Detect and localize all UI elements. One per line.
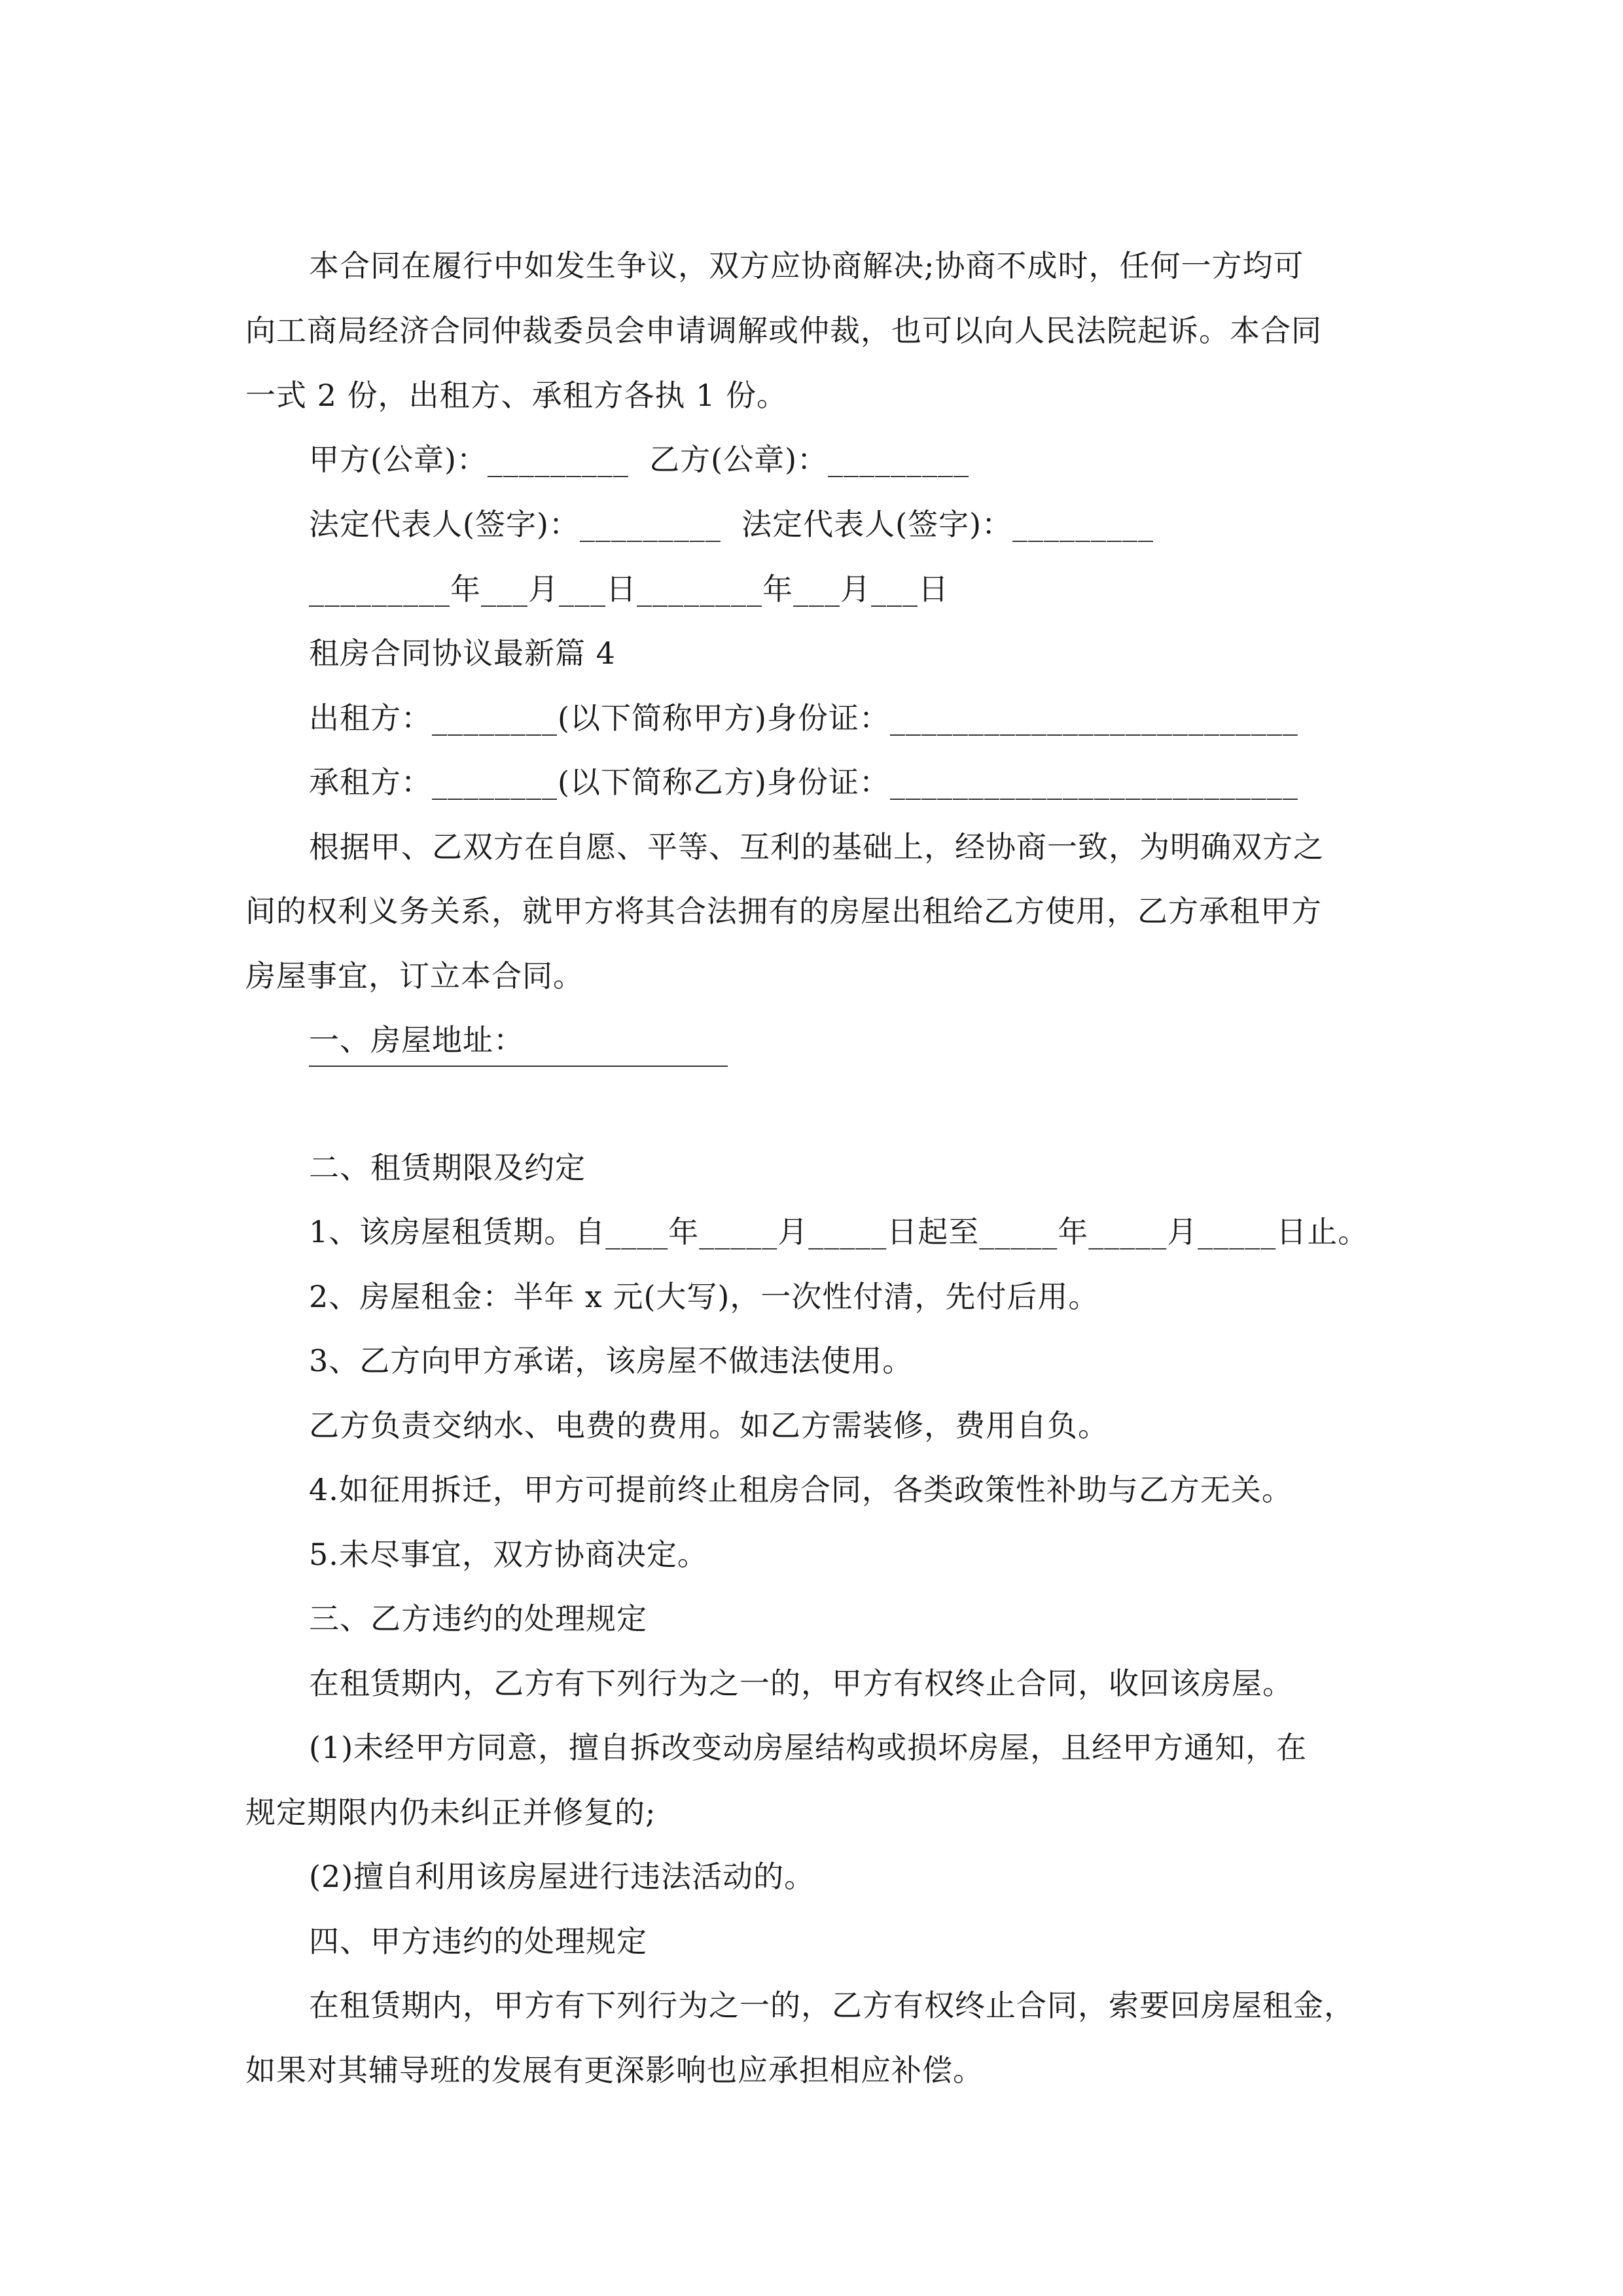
section-title: 租房合同协议最新篇 4 [309,636,616,671]
lessee-breach-item-1-line-1: (1)未经甲方同意，擅自拆改变动房屋结构或损坏房屋，且经甲方通知，在 [309,1730,1308,1765]
paragraph-dispute-line-2: 向工商局经济合同仲裁委员会申请调解或仲裁，也可以向人民法院起诉。本合同 [245,313,1322,348]
lessee-breach-item-2: (2)擅自利用该房屋进行违法活动的。 [309,1859,815,1894]
term-utilities: 乙方负责交纳水、电费的费用。如乙方需装修，费用自负。 [309,1408,1109,1443]
term-item-2: 2、房屋租金：半年 x 元(大写)，一次性付清，先付后用。 [309,1279,1099,1314]
paragraph-dispute-line-1: 本合同在履行中如发生争议，双方应协商解决;协商不成时，任何一方均可 [309,248,1304,283]
term-item-5: 5.未尽事宜，双方协商决定。 [309,1537,708,1572]
paragraph-basis-line-3: 房屋事宜，订立本合同。 [245,958,584,994]
term-item-3: 3、乙方向甲方承诺，该房屋不做违法使用。 [309,1343,914,1378]
lessee-breach-intro: 在租赁期内，乙方有下列行为之一的，甲方有权终止合同，收回该房屋。 [309,1666,1293,1701]
lessee-breach-item-1-line-2: 规定期限内仍未纠正并修复的; [245,1795,656,1830]
heading-lessor-breach: 四、甲方违约的处理规定 [309,1924,647,1959]
term-item-4: 4.如征用拆迁，甲方可提前终止租房合同，各类政策性补助与乙方无关。 [309,1472,1293,1507]
heading-term: 二、租赁期限及约定 [309,1150,586,1185]
lessor-breach-line-1: 在租赁期内，甲方有下列行为之一的，乙方有权终止合同，索要回房屋租金， [309,1988,1355,2023]
term-item-1: 1、该房屋租赁期。自____年_____月_____日起至_____年_____月_____日止。 [309,1214,1369,1249]
paragraph-basis-line-2: 间的权利义务关系，就甲方将其合法拥有的房屋出租给乙方使用，乙方承租甲方 [245,893,1322,929]
heading-lessee-breach: 三、乙方违约的处理规定 [309,1601,647,1636]
lessee-line: 承租方：________(以下简称乙方)身份证：__________________________ [309,764,1298,800]
lessor-line: 出租方：________(以下简称甲方)身份证：__________________________ [309,700,1298,736]
paragraph-basis-line-1: 根据甲、乙双方在自愿、平等、互利的基础上，经协商一致，为明确双方之 [309,829,1324,865]
paragraph-dispute-line-3: 一式 2 份，出租方、承租方各执 1 份。 [245,378,788,413]
date-line: _________年___月___日________年___月___日 [309,571,949,607]
party-seal-line: 甲方(公章)：_________ 乙方(公章)：_________ [309,442,970,477]
address-blank-line [309,1066,728,1067]
heading-address: 一、房屋地址： [309,1022,524,1058]
lessor-breach-line-2: 如果对其辅导班的发展有更深影响也应承担相应补偿。 [245,2053,984,2088]
legal-representative-line: 法定代表人(签字)：_________ 法定代表人(签字)：_________ [309,507,1154,542]
